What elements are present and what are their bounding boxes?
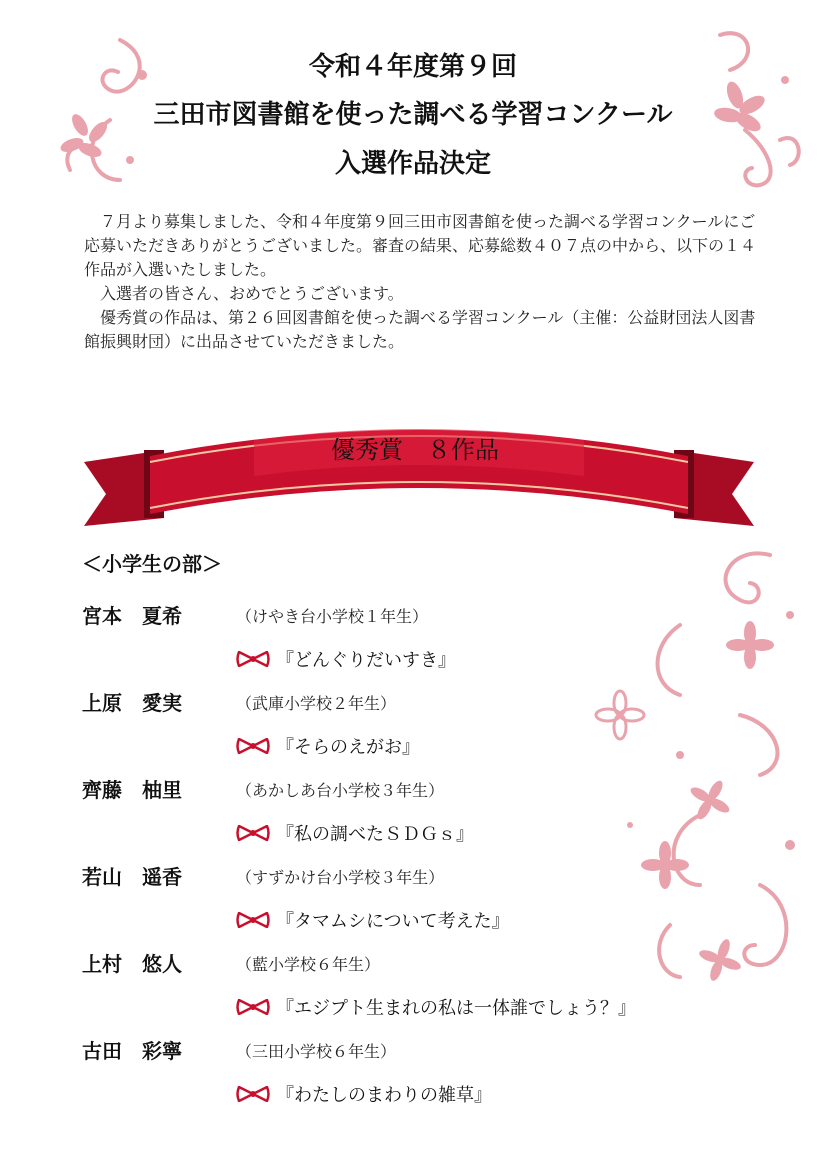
entry-school: （三田小学校６年生） <box>236 1042 397 1061</box>
entry-work-title <box>236 907 510 933</box>
entry-work-title-text: 『タマムシについて考えた』 <box>276 911 510 932</box>
ribbon-bow-icon <box>236 912 270 928</box>
entry-work-title-text: 『そらのえがお』 <box>276 737 420 758</box>
ribbon-bow-icon <box>236 738 270 754</box>
page-title-line2: 三田市図書館を使った調べる学習コンクール <box>153 100 673 130</box>
entry-name: 齊藤 柚里 <box>82 778 182 802</box>
floral-swirl-decoration-right <box>590 545 820 985</box>
ribbon-bow-icon <box>236 651 270 667</box>
award-ribbon-banner <box>84 410 754 530</box>
intro-text <box>84 210 764 354</box>
intro-paragraph-3: 優秀賞の作品は、第２６回図書館を使った調べる学習コンクール（主催：公益財団法人図書館振興財団）に出品させていただきました。 <box>84 308 756 351</box>
section-heading-elementary: ＜小学生の部＞ <box>82 552 222 576</box>
entry-work-title-text: 『どんぐりだいすき』 <box>276 650 456 671</box>
entry-work-title-text: 『私の調べたＳＤＧｓ』 <box>276 824 474 845</box>
entry-work-title <box>236 733 420 759</box>
ribbon-bow-icon <box>236 999 270 1015</box>
entry-work-title-text: 『わたしのまわりの雑草』 <box>276 1085 492 1106</box>
ribbon-bow-icon <box>236 825 270 841</box>
entry-name: 宮本 夏希 <box>82 604 182 628</box>
page-title-line3: 入選作品決定 <box>334 149 491 179</box>
intro-paragraph-2: 入選者の皆さん、おめでとうございます。 <box>100 284 404 303</box>
entry-name: 古田 彩寧 <box>82 1039 182 1063</box>
entry-name: 若山 遥香 <box>82 865 182 889</box>
ribbon-bow-icon <box>236 1086 270 1102</box>
entry-work-title-text: 『エジプト生まれの私は一体誰でしょう？』 <box>276 998 636 1019</box>
entry-name: 上村 悠人 <box>82 952 182 976</box>
entry-work-title <box>236 1081 492 1107</box>
entry-school: （藍小学校６年生） <box>236 955 381 974</box>
award-label: 優秀賞 ８作品 <box>331 436 499 464</box>
entry-school: （武庫小学校２年生） <box>236 694 397 713</box>
entry-work-title <box>236 646 456 672</box>
entry-work-title <box>236 820 474 846</box>
entry-school: （すずかけ台小学校３年生） <box>236 868 445 887</box>
entry-school: （けやき台小学校１年生） <box>236 607 429 626</box>
entry-name: 上原 愛実 <box>82 691 182 715</box>
intro-paragraph-1: ７月より募集しました、令和４年度第９回三田市図書館を使った調べる学習コンクールにご応募いただきありがとうございました。審査の結果、応募総数４０７点の中から、以下の１４作品が入選いたしました。 <box>84 212 757 279</box>
page-title-line1: 令和４年度第９回 <box>308 52 517 82</box>
entry-work-title <box>236 994 636 1020</box>
entry-school: （あかしあ台小学校３年生） <box>236 781 445 800</box>
